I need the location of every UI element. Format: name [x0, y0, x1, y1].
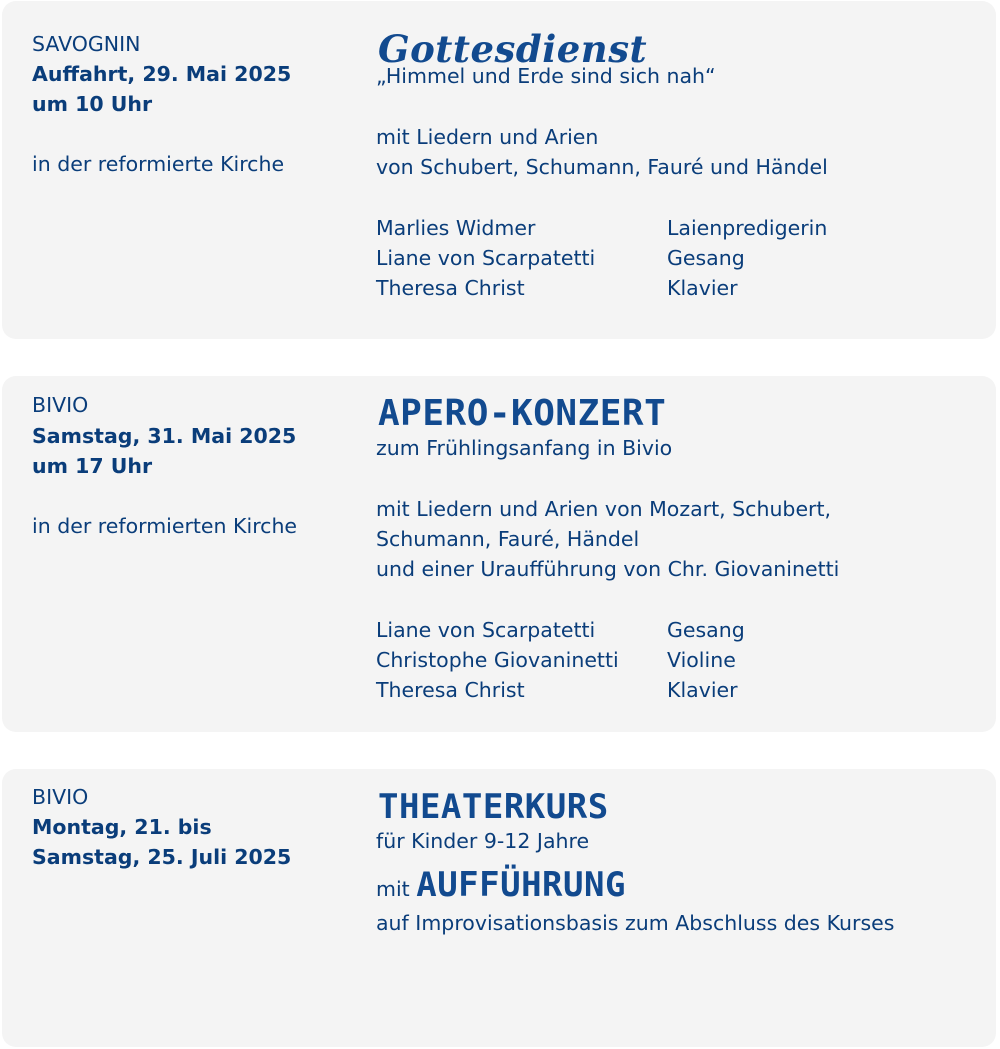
- event-time: um 10 Uhr: [32, 92, 153, 116]
- event-description: mit Liedern und Arien: [376, 125, 599, 149]
- event-subtitle: für Kinder 9-12 Jahre: [376, 829, 590, 853]
- event-description: und einer Uraufführung von Chr. Giovaninetti: [376, 557, 840, 581]
- performer-role: Violine: [667, 648, 736, 672]
- event-venue: in der reformierten Kirche: [32, 514, 298, 538]
- event-details: [376, 27, 976, 303]
- event-date: Samstag, 25. Juli 2025: [32, 845, 292, 869]
- performer-name: Liane von Scarpatetti: [376, 246, 596, 270]
- event-description: mit Liedern und Arien von Mozart, Schubert,: [376, 497, 832, 521]
- performer-role: Gesang: [667, 618, 745, 642]
- event-place: BIVIO: [32, 393, 89, 417]
- event-card-gottesdienst: [2, 1, 996, 339]
- event-venue: in der reformierte Kirche: [32, 152, 285, 176]
- event-description: von Schubert, Schumann, Fauré und Händel: [376, 155, 828, 179]
- event-title: APERO-KONZERT: [378, 393, 667, 434]
- performer-name: Liane von Scarpatetti: [376, 618, 596, 642]
- event-place: SAVOGNIN: [32, 32, 141, 56]
- mit-prefix: mit: [376, 877, 410, 901]
- event-date: Montag, 21. bis: [32, 815, 212, 839]
- event-title: Gottesdienst: [378, 27, 648, 71]
- performer-role: Gesang: [667, 246, 745, 270]
- event-subtitle: zum Frühlingsanfang in Bivio: [376, 436, 673, 460]
- event-subtitle: „Himmel und Erde sind sich nah“: [376, 64, 716, 88]
- event-date: Samstag, 31. Mai 2025: [32, 424, 297, 448]
- performer-role: Klavier: [667, 276, 738, 300]
- performer-name: Christophe Giovaninetti: [376, 648, 619, 672]
- event-info: [32, 29, 352, 179]
- event-card-apero-konzert: [2, 376, 996, 732]
- event-info: [32, 390, 352, 541]
- event-time: um 17 Uhr: [32, 454, 153, 478]
- performer-name: Theresa Christ: [376, 276, 525, 300]
- event-details: [376, 392, 976, 705]
- performer-name: Theresa Christ: [376, 678, 525, 702]
- auffuehrung-title: AUFFÜHRUNG: [416, 865, 626, 905]
- event-info: [32, 782, 352, 872]
- performer-list: [376, 615, 976, 705]
- event-highlight: [376, 866, 976, 908]
- event-title: THEATERKURS: [378, 787, 609, 827]
- event-description: auf Improvisationsbasis zum Abschluss des Kurses: [376, 911, 895, 935]
- performer-role: Laienpredigerin: [667, 216, 828, 240]
- event-details: [376, 785, 976, 938]
- performer-role: Klavier: [667, 678, 738, 702]
- event-card-theaterkurs: [2, 769, 996, 1047]
- event-description: Schumann, Fauré, Händel: [376, 527, 640, 551]
- event-date: Auffahrt, 29. Mai 2025: [32, 62, 292, 86]
- performer-list: [376, 213, 976, 303]
- event-place: BIVIO: [32, 785, 89, 809]
- performer-name: Marlies Widmer: [376, 216, 536, 240]
